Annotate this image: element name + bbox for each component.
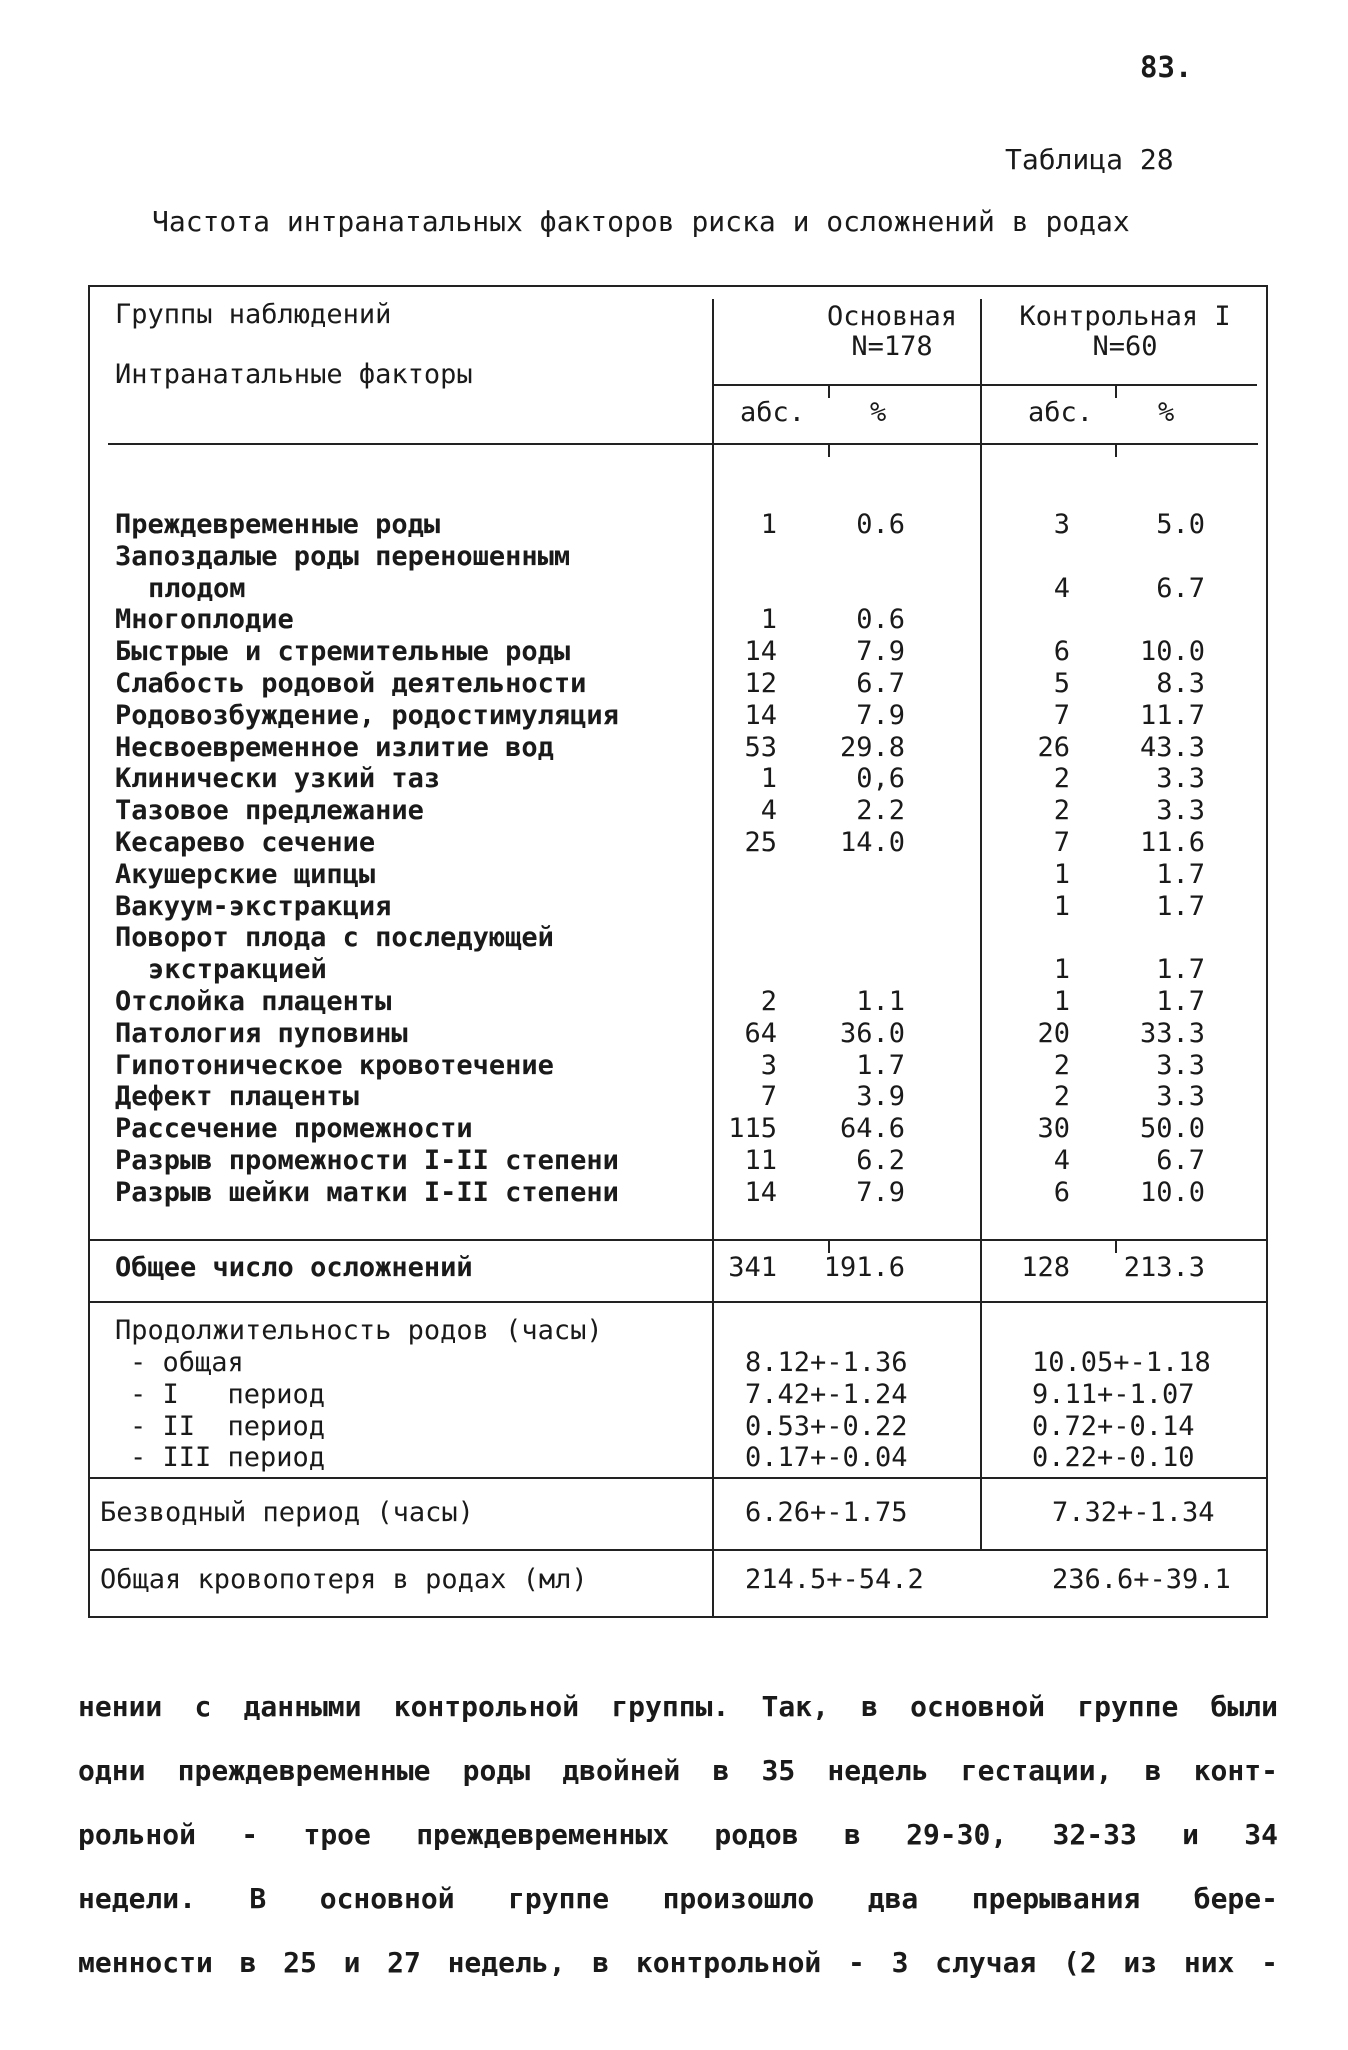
factor-name: Дефект плаценты <box>115 1081 359 1113</box>
main-pct-cell: 1.7 <box>856 1049 905 1081</box>
control-pct-cell: 1.7 <box>1156 890 1205 922</box>
main-abs-cell: 1 <box>760 763 777 795</box>
paragraph-line: нении с данными контрольной группы. Так, в основной группе были <box>78 1690 1278 1723</box>
control-abs-cell: 2 <box>1053 1049 1070 1081</box>
control-group-header: Контрольная I <box>1019 301 1231 332</box>
main-abs-cell: 11 <box>744 1145 777 1176</box>
control-abs-cell: 3 <box>1053 509 1070 540</box>
paragraph-line: одни преждевременные роды двойней в 35 недель гестации, в конт- <box>78 1754 1278 1787</box>
main-abs-cell: 3 <box>760 1049 777 1081</box>
table-caption: Частота интранатальных факторов риска и осложнений в родах <box>152 205 1130 238</box>
factor-name: Преждевременные роды <box>115 509 441 540</box>
duration-item-label: - общая <box>130 1347 244 1378</box>
factor-name: Родовозбуждение, родостимуляция <box>115 699 619 731</box>
control-pct-cell: 1.7 <box>1156 954 1205 986</box>
main-pct-cell: 7.9 <box>856 636 905 668</box>
total-control-abs: 128 <box>1021 1252 1070 1283</box>
main-pct-cell: 36.0 <box>839 1017 905 1049</box>
factor-name: Рассечение промежности <box>115 1113 473 1145</box>
control-abs-cell: 30 <box>1037 1113 1070 1145</box>
control-pct-cell: 10.0 <box>1139 636 1205 668</box>
control-abs-cell: 4 <box>1053 572 1070 604</box>
control-pct-cell: 11.7 <box>1139 699 1205 731</box>
total-label: Общее число осложнений <box>115 1252 473 1283</box>
control-pct-cell: 8.3 <box>1156 668 1205 699</box>
main-pct-cell: 14.0 <box>839 827 905 858</box>
factor-name: Тазовое предлежание <box>115 795 424 827</box>
main-abs-cell: 14 <box>744 1176 777 1208</box>
control-abs-cell: 1 <box>1053 986 1070 1017</box>
control-pct-header: % <box>1158 397 1175 428</box>
factor-name: Разрыв шейки матки I-II степени <box>115 1176 619 1208</box>
main-abs-cell: 4 <box>760 795 777 827</box>
main-abs-cell: 12 <box>744 668 777 699</box>
main-pct-cell: 7.9 <box>856 1176 905 1208</box>
control-abs-cell: 6 <box>1053 1176 1070 1208</box>
control-pct-cell: 3.3 <box>1156 763 1205 795</box>
control-pct-cell: 5.0 <box>1156 509 1205 540</box>
factor-name: Гипотоническое кровотечение <box>115 1049 554 1081</box>
duration-title: Продолжительность родов (часы) <box>115 1315 603 1346</box>
control-abs-cell: 2 <box>1053 1081 1070 1113</box>
table-label: Таблица 28 <box>1005 143 1174 176</box>
total-top-rule <box>90 1239 1266 1241</box>
main-abs-cell: 53 <box>744 731 777 763</box>
control-abs-cell: 6 <box>1053 636 1070 668</box>
control-abs-cell: 7 <box>1053 699 1070 731</box>
anhydrous-main: 6.26+-1.75 <box>745 1497 908 1528</box>
control-pct-cell: 6.7 <box>1156 1145 1205 1176</box>
factor-name: Кесарево сечение <box>115 827 376 858</box>
factor-name: Клинически узкий таз <box>115 763 441 795</box>
main-pct-cell: 0.6 <box>856 604 905 636</box>
blood-loss-label: Общая кровопотеря в родах (мл) <box>100 1564 588 1595</box>
factor-name: плодом <box>148 572 246 604</box>
factor-name: экстракцией <box>148 954 327 986</box>
duration-item-control: 10.05+-1.18 <box>1032 1347 1211 1378</box>
main-pct-cell: 6.7 <box>856 668 905 699</box>
factor-name: Многоплодие <box>115 604 294 636</box>
total-control-pct: 213.3 <box>1123 1252 1205 1283</box>
control-pct-cell: 33.3 <box>1139 1017 1205 1049</box>
control-pct-cell: 11.6 <box>1139 827 1205 858</box>
control-tick-top <box>1115 384 1117 398</box>
control-pct-cell: 1.7 <box>1156 986 1205 1017</box>
control-abs-cell: 7 <box>1053 827 1070 858</box>
main-tick-bottom <box>828 443 830 457</box>
control-pct-cell: 3.3 <box>1156 1049 1205 1081</box>
control-pct-cell: 3.3 <box>1156 795 1205 827</box>
factor-name: Быстрые и стремительные роды <box>115 636 571 668</box>
anhydrous-bottom-rule <box>90 1549 1266 1551</box>
main-group-divider <box>712 299 714 1618</box>
paragraph-line: недели. В основной группе произошло два прерывания бере- <box>78 1882 1278 1915</box>
duration-item-main: 8.12+-1.36 <box>745 1347 908 1378</box>
control-abs-cell: 2 <box>1053 763 1070 795</box>
blood-loss-control: 236.6+-39.1 <box>1052 1564 1231 1595</box>
duration-item-label: - III период <box>130 1442 326 1474</box>
main-pct-cell: 6.2 <box>856 1145 905 1176</box>
control-abs-cell: 1 <box>1053 954 1070 986</box>
main-abs-cell: 1 <box>760 509 777 540</box>
control-pct-cell: 6.7 <box>1156 572 1205 604</box>
anhydrous-control: 7.32+-1.34 <box>1052 1497 1215 1528</box>
control-group-n: N=60 <box>1092 331 1158 362</box>
main-group-n: N=178 <box>851 331 933 362</box>
control-pct-cell: 3.3 <box>1156 1081 1205 1113</box>
factor-name: Поворот плода с последующей <box>115 922 554 954</box>
main-abs-cell: 64 <box>744 1017 777 1049</box>
main-pct-cell: 3.9 <box>856 1081 905 1113</box>
duration-item-control: 0.72+-0.14 <box>1032 1410 1195 1442</box>
control-abs-cell: 4 <box>1053 1145 1070 1176</box>
main-abs-header: абс. <box>740 397 806 428</box>
blood-loss-main: 214.5+-54.2 <box>745 1564 924 1595</box>
main-pct-cell: 7.9 <box>856 699 905 731</box>
total-control-tick <box>1115 1239 1117 1253</box>
duration-bottom-rule <box>90 1477 1266 1479</box>
main-pct-cell: 2.2 <box>856 795 905 827</box>
duration-item-main: 7.42+-1.24 <box>745 1378 908 1410</box>
control-pct-cell: 50.0 <box>1139 1113 1205 1145</box>
total-bottom-rule <box>90 1301 1266 1303</box>
main-abs-cell: 7 <box>760 1081 777 1113</box>
main-abs-cell: 14 <box>744 699 777 731</box>
factor-name: Несвоевременное излитие вод <box>115 731 554 763</box>
duration-item-control: 9.11+-1.07 <box>1032 1378 1195 1410</box>
control-abs-cell: 5 <box>1053 668 1070 699</box>
subheader-rule <box>712 384 1257 386</box>
duration-item-control: 0.22+-0.10 <box>1032 1442 1195 1474</box>
main-abs-cell: 1 <box>760 604 777 636</box>
main-abs-cell: 14 <box>744 636 777 668</box>
total-main-tick <box>828 1239 830 1253</box>
control-abs-cell: 1 <box>1053 890 1070 922</box>
main-tick-top <box>828 384 830 398</box>
factor-name: Отслойка плаценты <box>115 986 392 1017</box>
main-group-header: Основная <box>826 301 958 332</box>
paragraph-line: рольной - трое преждевременных родов в 29-30, 32-33 и 34 <box>78 1818 1278 1851</box>
factors-header: Интранатальные факторы <box>115 359 473 390</box>
control-group-divider <box>980 299 982 1549</box>
main-pct-header: % <box>870 397 887 428</box>
main-pct-cell: 1.1 <box>856 986 905 1017</box>
factor-name: Разрыв промежности I-II степени <box>115 1145 619 1176</box>
control-abs-cell: 20 <box>1037 1017 1070 1049</box>
main-pct-cell: 0,6 <box>856 763 905 795</box>
factor-name: Акушерские щипцы <box>115 858 376 890</box>
control-tick-bottom <box>1115 443 1117 457</box>
main-pct-cell: 29.8 <box>839 731 905 763</box>
total-main-abs: 341 <box>728 1252 777 1283</box>
groups-header: Группы наблюдений <box>115 299 392 330</box>
main-abs-cell: 115 <box>728 1113 777 1145</box>
anhydrous-label: Безводный период (часы) <box>100 1497 474 1528</box>
duration-item-main: 0.17+-0.04 <box>745 1442 908 1474</box>
control-pct-cell: 43.3 <box>1139 731 1205 763</box>
paragraph-line: менности в 25 и 27 недель, в контрольной - 3 случая (2 из них - <box>78 1946 1278 1979</box>
header-rule <box>108 443 1258 445</box>
control-abs-cell: 2 <box>1053 795 1070 827</box>
page-number: 83. <box>1140 50 1193 84</box>
duration-item-main: 0.53+-0.22 <box>745 1410 908 1442</box>
factor-name: Вакуум-экстракция <box>115 890 392 922</box>
main-abs-cell: 2 <box>760 986 777 1017</box>
total-main-pct: 191.6 <box>823 1252 905 1283</box>
factor-name: Запоздалые роды переношенным <box>115 540 571 572</box>
factor-name: Патология пуповины <box>115 1017 408 1049</box>
control-abs-cell: 1 <box>1053 858 1070 890</box>
duration-item-label: - I период <box>130 1378 326 1410</box>
control-pct-cell: 1.7 <box>1156 858 1205 890</box>
risk-factors-table <box>88 285 1268 1618</box>
factor-name: Слабость родовой деятельности <box>115 668 587 699</box>
main-pct-cell: 64.6 <box>839 1113 905 1145</box>
control-pct-cell: 10.0 <box>1139 1176 1205 1208</box>
main-pct-cell: 0.6 <box>856 509 905 540</box>
main-abs-cell: 25 <box>744 827 777 858</box>
control-abs-cell: 26 <box>1037 731 1070 763</box>
duration-item-label: - II период <box>130 1410 326 1442</box>
control-abs-header: абс. <box>1028 397 1094 428</box>
